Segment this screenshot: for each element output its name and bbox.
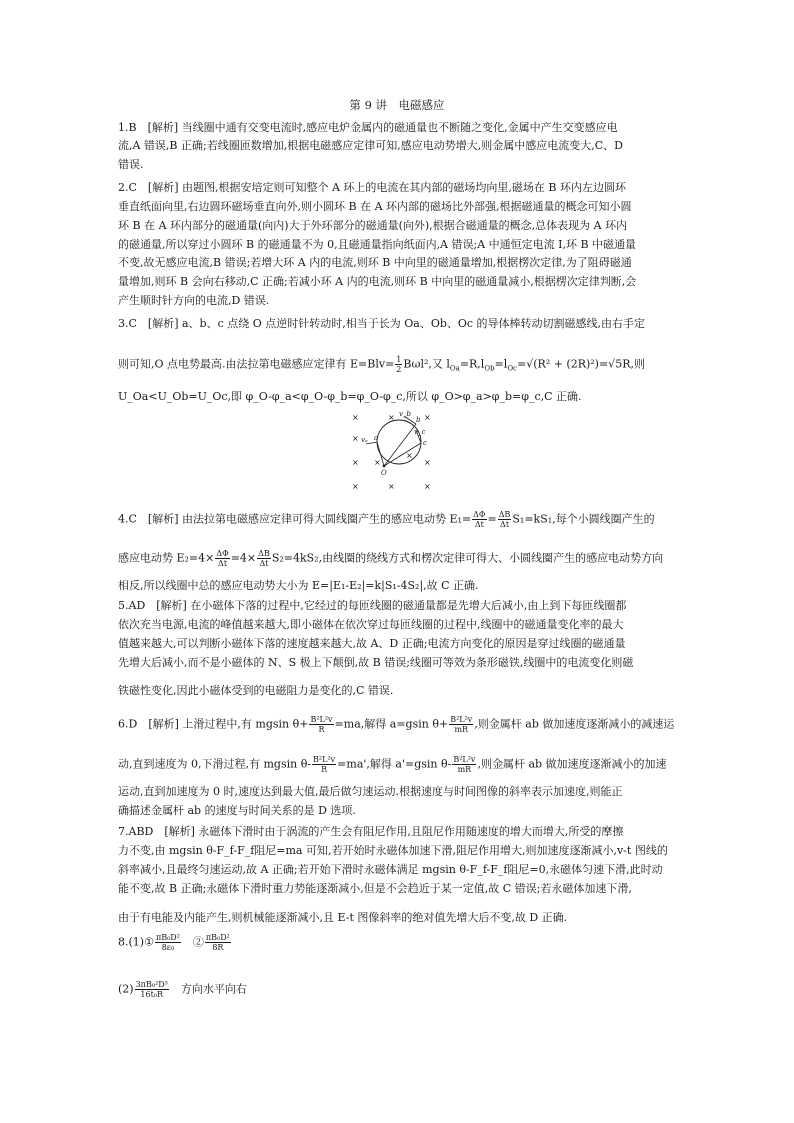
q6-text: 6.D [解析] 上滑过程中,有 mgsin θ+ [118,717,309,731]
fraction [205,933,231,952]
q4-text: S₂=4kS₂,由线圈的绕线方式和楞次定律可得大、小圆线圈产生的感应电动势方向 [271,551,664,565]
fraction [449,715,473,734]
numerator: ΔΦ [473,510,486,519]
denominator: R [321,765,328,774]
field-cross: × [352,458,359,467]
fraction [215,549,229,568]
pivot-point [383,465,386,468]
denominator: 16t₀R [140,990,164,999]
q8-part-1 [118,933,232,952]
figure-svg [344,410,444,492]
q3-text: =√(R² + (2R)²)=√5R,则 [516,357,645,371]
q3-text: 则可知,O 点电势最高.由法拉第电磁感应定律有 E=Blv= [118,357,395,371]
label-c: c [423,439,427,447]
field-cross: × [388,413,395,422]
q8-label: 8.(1)① [118,935,154,949]
q7-line-4: 能不变,故 B 正确;永磁体下滑时重力势能逐渐减小,但是不会趋近于某一定值,故 C 错误;若永磁体加速下滑, [118,882,632,895]
numerator: 3πB₀²D³ [135,980,168,989]
denominator: R [318,725,325,734]
velocity-a-arrow [366,442,377,444]
rotating-disk-figure [344,410,444,492]
q4-text: = [487,512,497,526]
rod-oc [384,443,421,466]
denominator: 2 [396,365,402,374]
q3-text: =l [494,357,508,371]
numerator: ΔB [258,549,270,558]
subscript: Oc [507,364,517,373]
q6-line-1 [118,715,674,734]
q2-line-3: 环 B 在 A 环内部分的磁通量(向内)大于外环部分的磁通量(向外),根据合磁通量的概念,总体表现为 A 环内 [118,219,628,232]
label-o: O [381,469,387,477]
q6-text: =ma',解得 a'=gsin θ- [337,757,452,771]
denominator: Δt [474,520,484,529]
numerator: ΔΦ [216,549,229,558]
q7-line-1: 7.ABD [解析] 永磁体下滑时由于涡流的产生会有阻尼作用,且阻尼作用随速度的增大而增大,所受的摩擦 [118,825,624,838]
q6-text: ,则金属杆 ab 做加速度逐渐减小的减速运 [474,717,675,731]
q4-line-1 [118,510,655,529]
q1-line-2: 流,A 错误,B 正确;若线圈匝数增加,根据电磁感应定律可知,感应电动势增大,则金属中感应电流变大,C、D [118,139,623,152]
q5-line-4: 先增大后减小,而不是小磁体的 N、S 极上下颠倒,故 B 错误;线圈可等效为条形磁铁,线圈中的电流变化则磁 [118,656,634,669]
q2-line-4: 的磁通量,所以穿过小圆环 B 的磁通量不为 0,且磁通量指向纸面内,A 错误;A 中通恒定电流 I,环 B 中磁通量 [118,238,637,251]
q4-text: 4.C [解析] 由法拉第电磁感应定律可得大圆线圈产生的感应电动势 E₁= [118,512,472,526]
q4-text: 感应电动势 E₂=4× [118,551,215,565]
subscript: Oa [449,364,460,373]
numerator: B²L²v [313,755,336,764]
numerator: B²L²v [310,715,333,724]
fraction [312,755,336,774]
q3-line-3: U_Oa<U_Ob=U_Oc,即 φ_O-φ_a<φ_O-φ_b=φ_O-φ_c,所以 φ_O>φ_a>φ_b=φ_c,C 正确. [118,390,582,403]
q2-line-1: 2.C [解析] 由题图,根据安培定则可知整个 A 环上的电流在其内部的磁场均向里,磁场在 B 环内左边圆环 [118,181,626,194]
q3-line-1: 3.C [解析] a、b、c 点绕 O 点逆时针转动时,相当于长为 Oa、Ob、Oc 的导体棒转动切割磁感线,由右手定 [118,317,646,330]
field-cross: × [424,458,431,467]
denominator: Δt [259,559,269,568]
numerator: 1 [396,355,402,364]
fraction [309,715,333,734]
q2-line-6: 量增加,则环 B 会向右移动,C 正确;若减小环 A 内的电流,则环 B 中向里的磁通量减小,根据楞次定律判断,会 [118,275,637,288]
q7-line-3: 斜率减小,且最终匀速运动,故 A 正确;若开始下滑时永磁体满足 mgsin θ-F_f-F_f阻尼=0,永磁体匀速下滑,此时动 [118,863,663,876]
q8-label: ② [192,935,204,949]
q1-line-1: 1.B [解析] 当线圈中通有交变电流时,感应电炉金属内的磁通量也不断随之变化,金属中产生交变感应电 [118,121,618,134]
q8-part-2 [118,980,247,999]
field-cross: × [374,458,381,467]
field-cross: × [424,413,431,422]
denominator: mR [457,765,472,774]
q6-text: 动,直到速度为 0,下滑过程,有 mgsin θ- [118,757,312,771]
subscript: Ob [484,364,495,373]
field-cross: × [352,482,359,491]
numerator: πB₀D² [205,933,230,942]
q5-line-3: 值越来越大,可以判断小磁体下落的速度越来越大,故 A、D 正确;电流方向变化的原因是穿过线圈的磁通量 [118,637,626,650]
q7-line-2: 力不变,由 mgsin θ-F_f-F_f阻尼=ma 可知,若开始时永磁体加速下滑,阻尼作用增大,则加速度逐渐减小,v-t 图线的 [118,844,668,857]
q6-text: ,则金属杆 ab 做加速度逐渐减小的加速 [477,757,667,771]
page-title: 第 9 讲 电磁感应 [349,98,445,112]
fraction [472,510,486,529]
q4-line-3: 相反,所以线圈中总的感应电动势大小为 E=|E₁-E₂|=k|S₁-4S₂|,故 C 正确. [118,579,479,592]
q3-text: =R,l [459,357,485,371]
fraction [498,510,512,529]
denominator: 8R [212,943,224,952]
q5-line-1: 5.AD [解析] 在小磁体下落的过程中,它经过的每匝线圈的磁通量都是先增大后减小,由上到下每匝线圈都 [118,599,627,612]
denominator: Δt [218,559,228,568]
field-cross: × [406,451,413,460]
q3-line-2 [118,355,645,376]
q3-text: Bωl²,又 l [403,357,450,371]
q6-line-2 [118,755,667,774]
q7-line-5: 由于有电能及内能产生,则机械能逐渐减小,且 E-t 图像斜率的绝对值先增大后不变,故 D 正确. [118,911,568,924]
numerator: B²L²v [450,715,473,724]
q6-line-4: 确描述金属杆 ab 的速度与时间关系的是 D 选项. [118,804,356,817]
denominator: mR [454,725,469,734]
q5-line-5: 铁磁性变化,因此小磁体受到的电磁阻力是变化的,C 错误. [118,684,394,697]
fraction [135,980,169,999]
numerator: ΔB [498,510,511,519]
q4-text: S₁=kS₁,每个小圆线圈产生的 [512,512,655,526]
q2-line-7: 产生顺时针方向的电流,D 错误. [118,294,270,307]
fraction [257,549,271,568]
fraction [395,355,402,374]
q8-text: 方向水平向右 [169,982,247,996]
q6-line-3: 运动,直到加速度为 0 时,速度达到最大值,最后做匀速运动.根据速度与时间图像的斜率表示加速度,则能正 [118,785,623,798]
label-va: vₐ [361,436,368,444]
q8-label: (2) [118,982,134,996]
label-vc: v_c [414,428,426,436]
label-a: a [374,434,379,442]
q4-line-2 [118,549,663,568]
q2-line-2: 垂直纸面向里,右边圆环磁场垂直向外,则小圆环 B 在 A 环内部的磁场比外部强,根据磁通量的概念可知小圆 [118,200,632,213]
field-cross: × [352,413,359,422]
fraction [452,755,476,774]
numerator: B²L²v [453,755,476,764]
field-cross: × [424,482,431,491]
field-cross: × [388,482,395,491]
label-b: b [416,416,421,424]
q5-line-2: 依次充当电源,电流的峰值越来越大,即小磁体在依次穿过每匝线圈的过程中,线圈中的磁通量变化率的最大 [118,618,624,631]
denominator: 8ε₀ [161,943,175,952]
numerator: πB₀D² [155,933,180,942]
q2-line-5: 不变,故无感应电流,B 错误;若增大环 A 内的电流,则环 B 中向里的磁通量增加,根据楞次定律,为了阻碍磁通 [118,256,632,269]
q1-line-3: 错误. [118,158,144,171]
field-cross: × [352,434,359,443]
q6-text: =ma,解得 a=gsin θ+ [334,717,449,731]
q4-text: =4× [230,551,257,565]
denominator: Δt [500,520,510,529]
label-vb: v_b [399,410,411,418]
fraction [155,933,181,952]
